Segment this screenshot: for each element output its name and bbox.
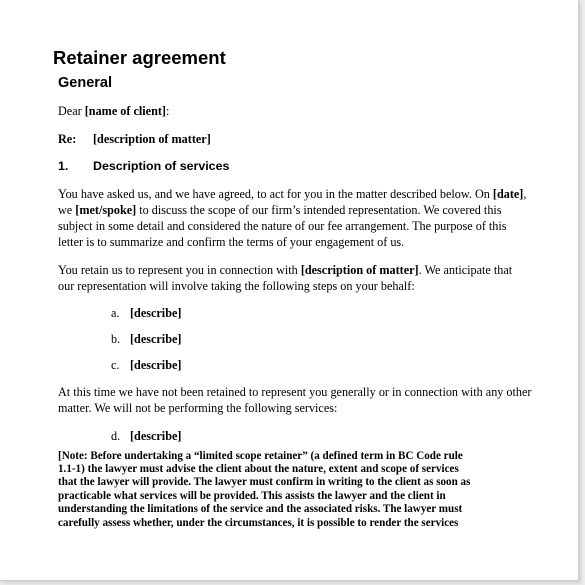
section-heading-general: General [58,75,112,91]
paragraph1-line3: subject in some detail and considered the nature of our fee arrangement. The purpose of this [58,219,507,233]
met-spoke-placeholder: [met/spoke] [75,203,137,217]
note-line: carefully assess whether, under the circumstances, it is possible to render the services [58,517,459,529]
matter-description-placeholder: [description of matter] [93,132,211,146]
list-item-letter: a. [111,306,120,320]
paragraph3-line2: matter. We will not be performing the following services: [58,401,338,415]
paragraph3-line1: At this time we have not been retained to represent you generally or in connection with any other [58,385,532,399]
paragraph1-text: we [58,203,76,217]
list-item [111,357,181,373]
note-line: understanding the limitations of the service and the associated risks. The lawyer must [58,503,463,515]
list-item [111,331,181,347]
re-label: Re: [58,132,77,146]
paragraph2-text: . We anticipate that [418,263,513,277]
note-line: practicable what services will be provided. This assists the lawyer and the client in [58,490,446,502]
paragraph1-comma: , [523,187,527,201]
list-item [111,305,181,321]
list-item-letter: d. [111,429,121,443]
list-item-letter: c. [111,358,120,372]
note-line: 1.1-1) the lawyer must advise the client about the nature, extent and scope of services [58,463,459,475]
document-title: Retainer agreement [53,47,226,68]
matter-description-placeholder: [description of matter] [300,263,419,277]
list-item-text: [describe] [130,332,182,346]
paragraph1-text: to discuss the scope of our firm’s intended representation. We covered this [136,203,502,217]
list-item-text: [describe] [130,429,182,443]
client-name-placeholder: [name of client] [84,104,166,118]
salutation-line [58,103,169,119]
list-item-text: [describe] [130,306,182,320]
list-item-text: [describe] [130,358,182,372]
salutation-prefix: Dear [58,104,85,118]
note-line: [Note: Before undertaking a “limited scope retainer” (a defined term in BC Code rule [58,450,463,462]
date-placeholder: [date] [492,187,524,201]
section-title: Description of services [93,159,230,173]
paragraph1-line1 [58,186,526,202]
paragraph2-line2: our representation will involve taking the following steps on your behalf: [58,279,415,293]
salutation-suffix: : [165,104,170,118]
paragraph2-text: You retain us to represent you in connection with [58,263,301,277]
paragraph2-line1 [58,262,512,278]
paragraph1-line4: letter is to summarize and confirm the terms of your engagement of us. [58,235,405,249]
paragraph1-text: You have asked us, and we have agreed, to act for you in the matter described below. On [58,187,493,201]
paragraph1-line2 [58,202,502,218]
list-item [111,428,181,444]
list-item-letter: b. [111,332,121,346]
section-number: 1. [58,159,69,173]
note-line: that the lawyer will provide. The lawyer must confirm in writing to the client as soon as [58,476,471,488]
